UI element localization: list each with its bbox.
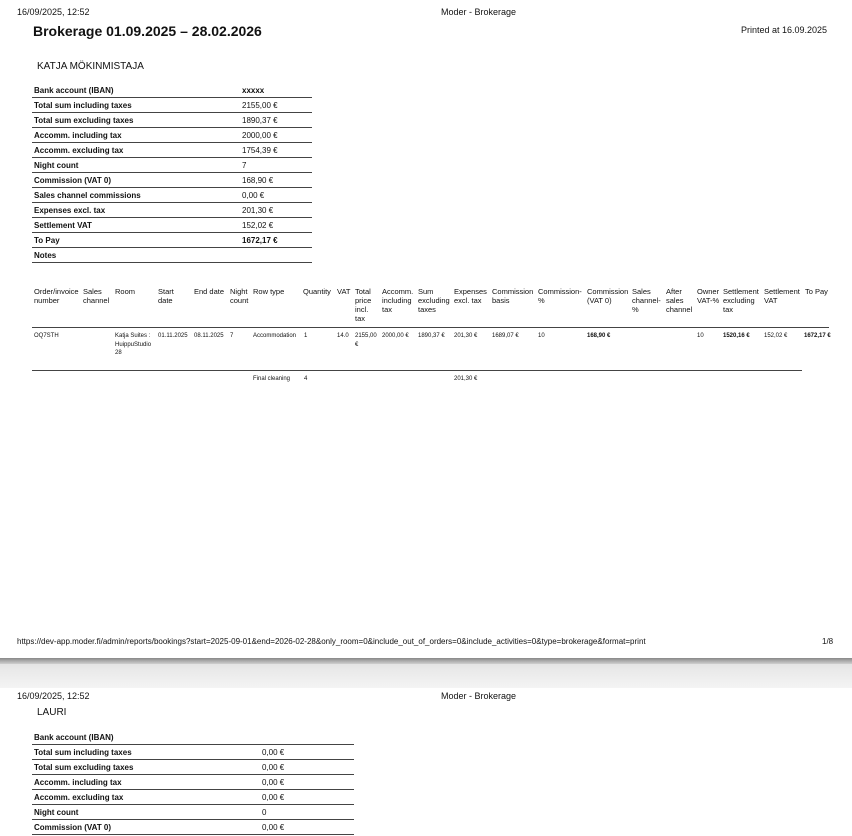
summary-value: 168,90 € (240, 173, 312, 188)
column-header: Accomm. including tax (382, 287, 414, 314)
column-header: Commission (VAT 0) (587, 287, 629, 305)
summary-value: 7 (240, 158, 312, 173)
column-header: Sales channel (83, 287, 110, 305)
column-header: To Pay (805, 287, 828, 296)
column-header: Sum excluding taxes (418, 287, 450, 314)
summary-row (32, 203, 312, 218)
summary-value: 0,00 € (260, 820, 354, 835)
summary-value: 0,00 € (260, 790, 354, 805)
cell-row-type: Accommodation (253, 333, 297, 339)
summary-value: 0,00 € (240, 188, 312, 203)
column-header: Start date (158, 287, 174, 305)
cell-night-count: 7 (230, 333, 234, 339)
column-header: Room (115, 287, 136, 296)
print-datetime: 16/09/2025, 12:52 (17, 691, 90, 701)
column-header: Owner VAT-% (697, 287, 720, 305)
summary-label: Accomm. including tax (32, 775, 260, 790)
summary-label: Commission (VAT 0) (32, 173, 240, 188)
summary-value: 0 (260, 805, 354, 820)
column-header: Expenses excl. tax (454, 287, 487, 305)
summary-row (32, 143, 312, 158)
print-app-title: Moder - Brokerage (441, 691, 517, 701)
summary-label: Expenses excl. tax (32, 203, 240, 218)
header-rule (32, 327, 829, 328)
summary-row (32, 218, 312, 233)
summary-label: Commission (VAT 0) (32, 820, 260, 835)
summary-row (32, 233, 312, 248)
summary-value: 0,00 € (260, 760, 354, 775)
summary-value: 1754,39 € (240, 143, 312, 158)
summary-row (32, 113, 312, 128)
summary-row (32, 820, 354, 835)
print-app-title: Moder - Brokerage (441, 7, 517, 17)
column-header: After sales channel (666, 287, 693, 314)
column-header: End date (194, 287, 225, 296)
column-header: Settlement excluding tax (723, 287, 759, 314)
cell-vat: 14.0 (337, 333, 349, 339)
summary-label: Total sum excluding taxes (32, 113, 240, 128)
summary-label: Settlement VAT (32, 218, 240, 233)
summary-value: 1890,37 € (240, 113, 312, 128)
summary-label: Accomm. including tax (32, 128, 240, 143)
summary-value: 1672,17 € (240, 233, 312, 248)
column-header: Row type (253, 287, 285, 296)
summary-row (32, 760, 354, 775)
print-url: https://dev-app.moder.fi/admin/reports/bookings?start=2025-09-01&end=2026-02-28&only_room=0&include_out_of_orders=0&include_activities=0&type=brokerage&format=print (17, 637, 646, 646)
summary-label: Total sum including taxes (32, 98, 240, 113)
summary-value: 2155,00 € (240, 98, 312, 113)
summary-row (32, 83, 312, 98)
summary-row (32, 173, 312, 188)
column-header: Commission-% (538, 287, 582, 305)
summary-label: Bank account (IBAN) (32, 730, 260, 745)
column-header: Sales channel-% (632, 287, 661, 314)
cell-sum-excl: 1890,37 € (418, 333, 445, 339)
summary-value: xxxxx (240, 83, 312, 98)
summary-label: Accomm. excluding tax (32, 143, 240, 158)
summary-value (240, 248, 312, 263)
column-header: Order/invoice number (34, 287, 79, 305)
summary-label: Total sum excluding taxes (32, 760, 260, 775)
cell-order: OQ7STH (34, 333, 59, 339)
cell-total-price: 2155,00 € (355, 333, 377, 348)
cell-room: Katja Suites : HuippuStudio 28 (115, 333, 152, 356)
summary-value: 201,30 € (240, 203, 312, 218)
summary-label: Sales channel commissions (32, 188, 240, 203)
cell-commission-basis: 1689,07 € (492, 333, 519, 339)
summary-value (260, 730, 354, 745)
column-header: Quantity (303, 287, 331, 296)
print-page-2 (0, 688, 852, 836)
print-datetime: 16/09/2025, 12:52 (17, 7, 90, 17)
owner-name: KATJA MÖKINMISTAJA (37, 61, 144, 72)
summary-row (32, 775, 354, 790)
column-header: Commission basis (492, 287, 534, 305)
cell-settlement-vat: 152,02 € (764, 333, 788, 339)
summary-row (32, 730, 354, 745)
summary-label: Bank account (IBAN) (32, 83, 240, 98)
summary-label: Accomm. excluding tax (32, 790, 260, 805)
summary-label: Night count (32, 805, 260, 820)
summary-row (32, 188, 312, 203)
row-rule (32, 370, 802, 371)
summary-label: Notes (32, 248, 240, 263)
summary-label: Night count (32, 158, 240, 173)
cell-quantity: 4 (304, 376, 308, 382)
summary-row (32, 790, 354, 805)
cell-accomm-incl: 2000,00 € (382, 333, 409, 339)
summary-row (32, 805, 354, 820)
cell-owner-vat: 10 (697, 333, 704, 339)
page-separator (0, 658, 852, 688)
summary-value: 2000,00 € (240, 128, 312, 143)
cell-expenses: 201,30 € (454, 333, 478, 339)
summary-row (32, 745, 354, 760)
summary-label: Total sum including taxes (32, 745, 260, 760)
summary-label: To Pay (32, 233, 240, 248)
cell-commission-vat0: 168,90 € (587, 333, 611, 339)
summary-row (32, 98, 312, 113)
cell-end-date: 08.11.2025 (194, 333, 224, 339)
column-header: VAT (337, 287, 351, 296)
cell-row-type: Final cleaning (253, 376, 291, 382)
summary-table (32, 730, 354, 835)
printed-at: Printed at 16.09.2025 (741, 25, 828, 35)
owner-name: LAURI (37, 707, 67, 718)
summary-row (32, 158, 312, 173)
cell-commission-pct: 10 (538, 333, 545, 339)
cell-settlement-excl: 1520,16 € (723, 333, 750, 339)
cell-quantity: 1 (304, 333, 308, 339)
summary-value: 0,00 € (260, 745, 354, 760)
report-title: Brokerage 01.09.2025 – 28.02.2026 (33, 23, 262, 39)
summary-value: 152,02 € (240, 218, 312, 233)
column-header: Night count (230, 287, 249, 305)
summary-row (32, 248, 312, 263)
cell-expenses: 201,30 € (454, 376, 478, 382)
page-number: 1/8 (822, 637, 834, 646)
summary-row (32, 128, 312, 143)
summary-table (32, 83, 312, 263)
cell-start-date: 01.11.2025 (158, 333, 188, 339)
column-header: Total price incl. tax (355, 287, 372, 323)
column-header: Settlement VAT (764, 287, 800, 305)
summary-value: 0,00 € (260, 775, 354, 790)
cell-to-pay: 1672,17 € (804, 333, 831, 339)
